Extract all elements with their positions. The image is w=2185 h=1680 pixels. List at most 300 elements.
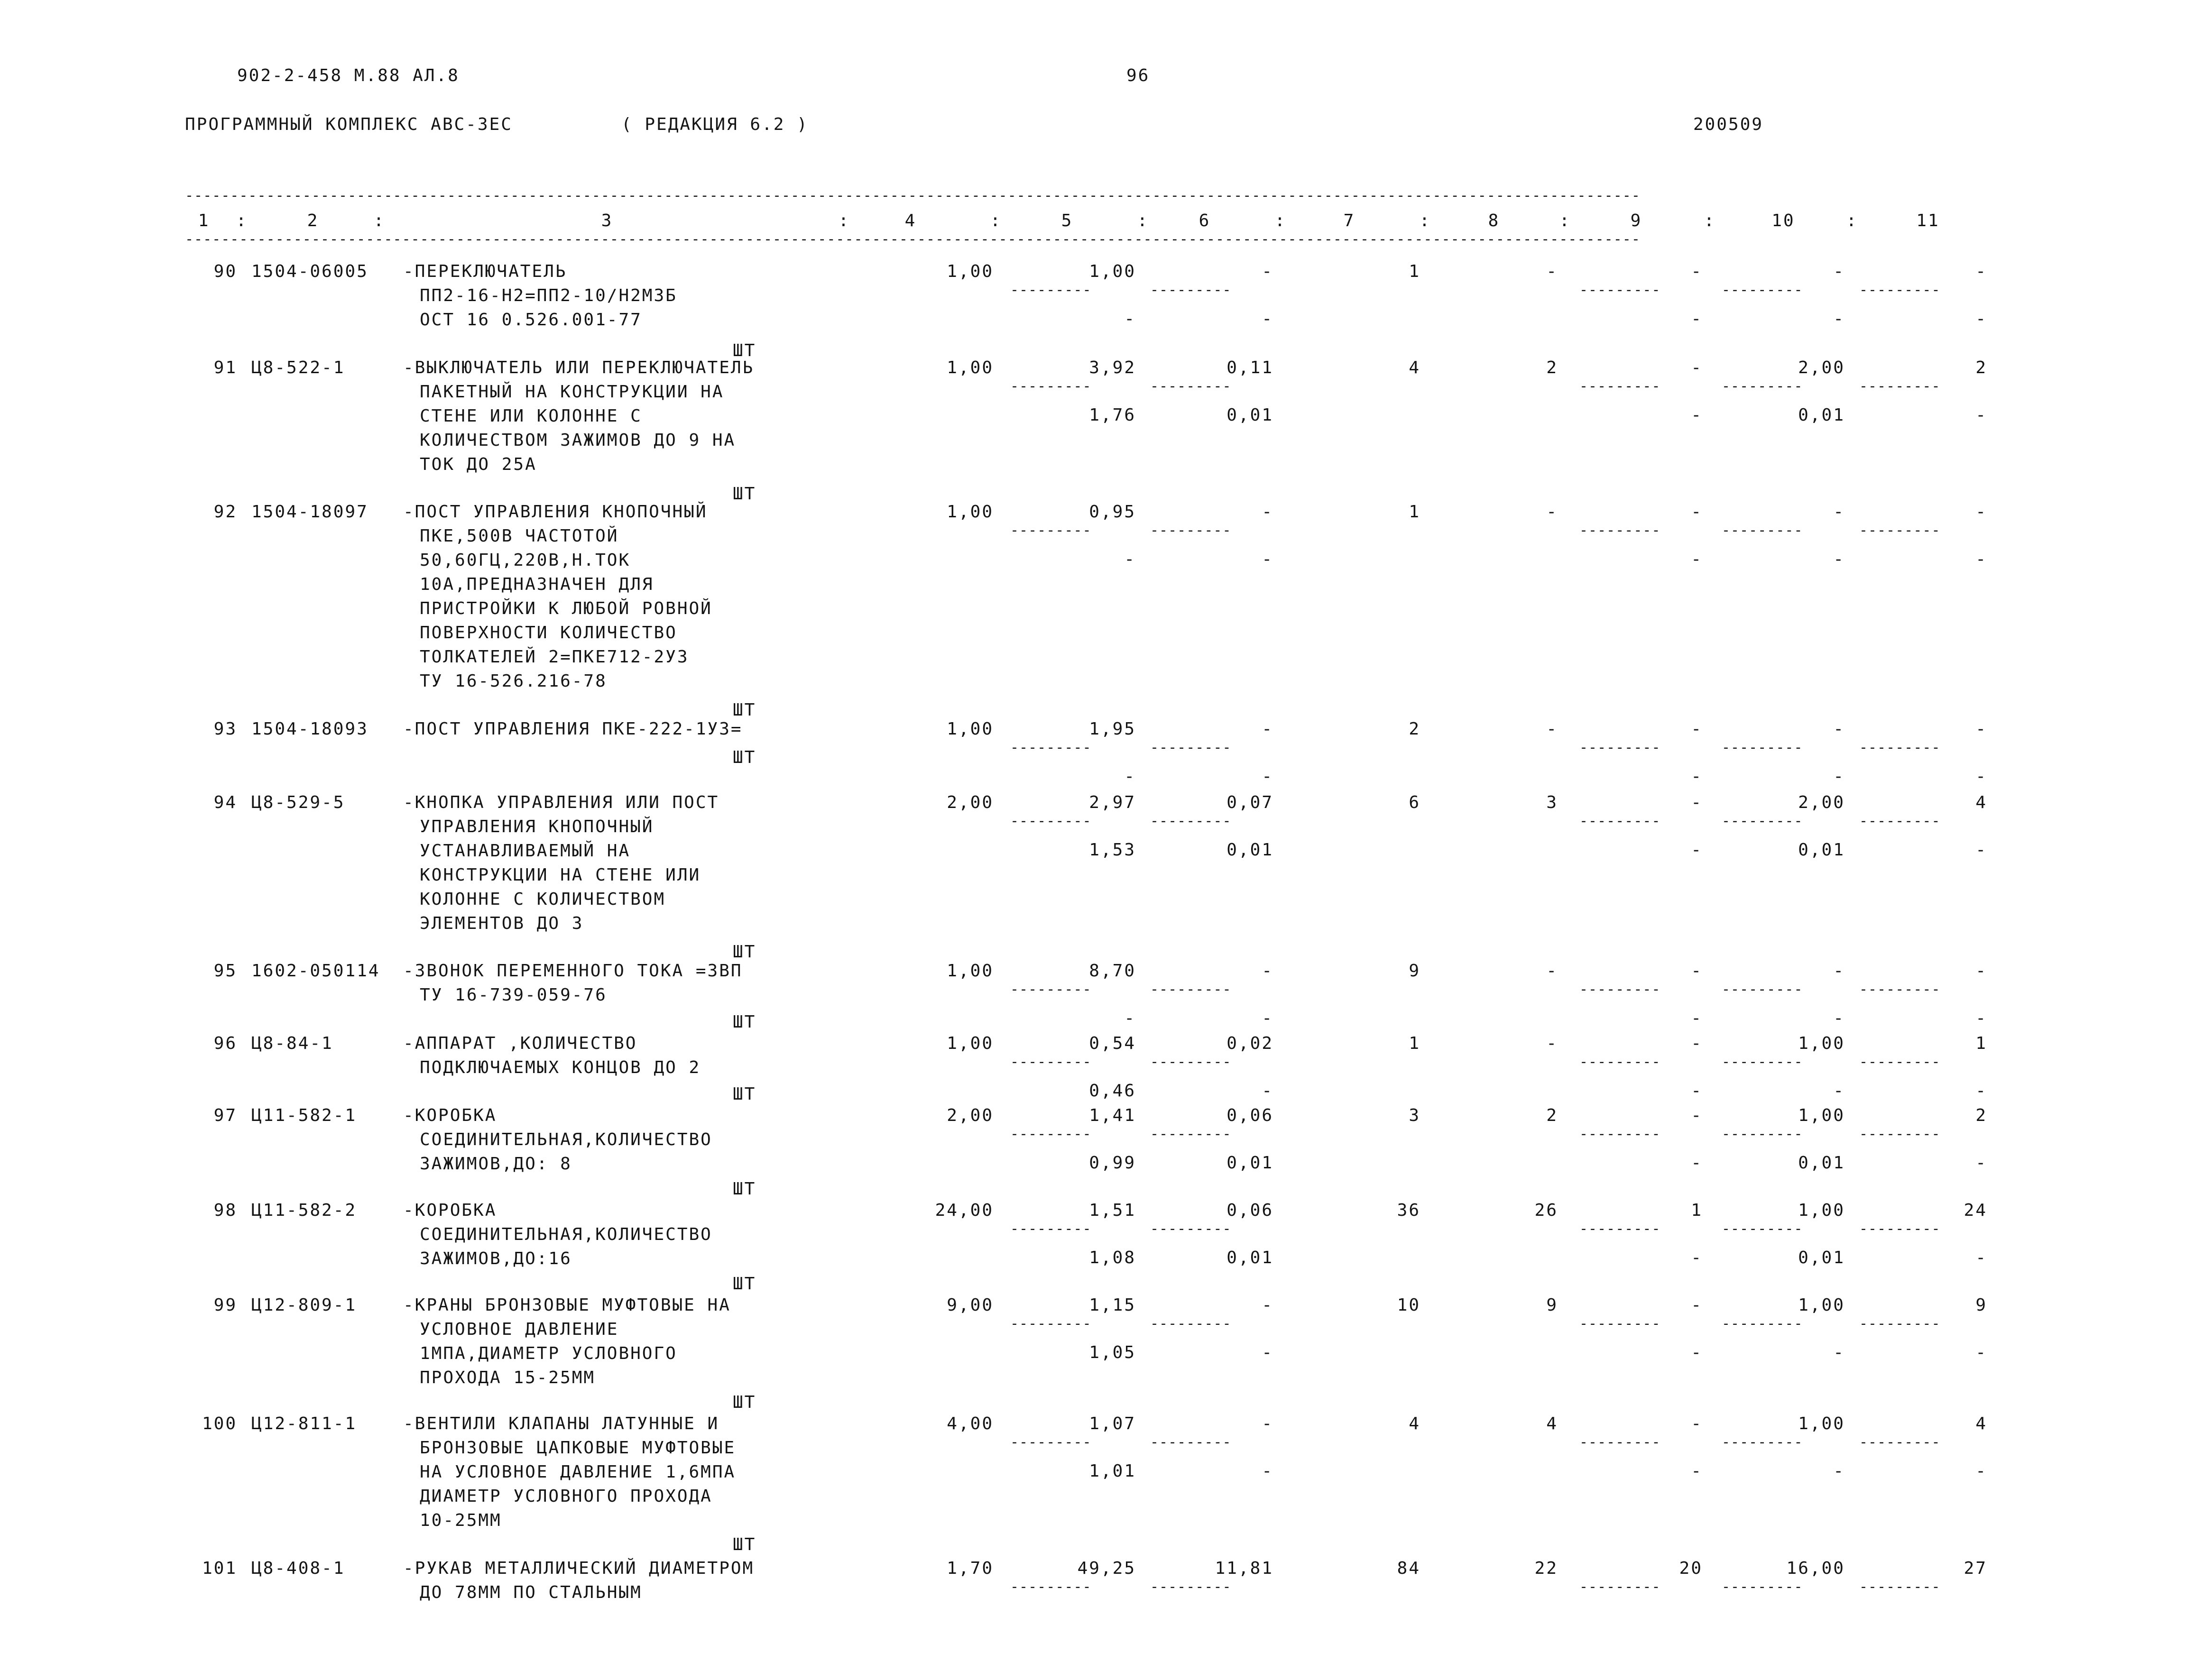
column-separator: : (1274, 211, 1287, 230)
col10-sub-value: - (1833, 1343, 1845, 1362)
col9-sub-value: - (1691, 840, 1703, 860)
col6-sub-value: 0,01 (1226, 840, 1273, 860)
item-name-line: ТУ 16-739-059-76 (420, 985, 607, 1005)
column-number: 3 (601, 211, 613, 230)
column-number: 11 (1916, 211, 1940, 230)
column-separator: : (990, 211, 1002, 230)
quantity: 24,00 (935, 1201, 994, 1220)
col10-sub-value: - (1833, 309, 1845, 329)
col9-value: - (1691, 1034, 1703, 1053)
col9-sub-value: - (1691, 767, 1703, 786)
col5-sub-value: - (1124, 550, 1136, 569)
item-name-line: СТЕНЕ ИЛИ КОЛОННЕ С (420, 406, 642, 426)
col8-value: 4 (1546, 1414, 1558, 1433)
quantity: 1,70 (947, 1559, 994, 1578)
row-number: 94 (213, 793, 237, 812)
item-name-line: -ВЫКЛЮЧАТЕЛЬ ИЛИ ПЕРЕКЛЮЧАТЕЛЬ (403, 358, 755, 377)
item-name-line: КОЛИЧЕСТВОМ ЗАЖИМОВ ДО 9 НА (420, 431, 736, 450)
col5-value: 3,92 (1089, 358, 1136, 377)
sub-rule: --------- (1859, 1221, 1941, 1237)
unit-label: ШТ (733, 1012, 756, 1032)
sub-rule: --------- (1010, 1315, 1092, 1332)
sub-rule: --------- (1150, 282, 1232, 298)
item-name-line: ПОДКЛЮЧАЕМЫХ КОНЦОВ ДО 2 (420, 1058, 701, 1077)
sub-rule: --------- (1150, 1221, 1232, 1237)
unit-label: ШТ (733, 942, 756, 962)
unit-label: ШТ (733, 700, 756, 720)
row-number: 98 (213, 1201, 237, 1220)
col11-value: 9 (1975, 1295, 1987, 1315)
column-number: 9 (1630, 211, 1642, 230)
col7-value: 3 (1409, 1106, 1420, 1125)
col5-value: 1,07 (1089, 1414, 1136, 1433)
col11-sub-value: - (1975, 1343, 1987, 1362)
col5-value: 2,97 (1089, 793, 1136, 812)
item-name-line: -ЗВОНОК ПЕРЕМЕННОГО ТОКА =3ВП (403, 961, 743, 981)
column-number: 6 (1199, 211, 1211, 230)
item-name-line: -ПОСТ УПРАВЛЕНИЯ ПКЕ-222-1У3= (403, 719, 743, 739)
col7-value: 6 (1409, 793, 1420, 812)
item-code: Ц12-809-1 (251, 1295, 357, 1315)
document-code: 902-2-458 М.88 АЛ.8 (237, 66, 460, 85)
col10-value: 2,00 (1798, 793, 1845, 812)
col10-sub-value: 0,01 (1798, 1153, 1845, 1173)
sub-rule: --------- (1150, 522, 1232, 539)
item-name-line: ТОК ДО 25А (420, 455, 537, 474)
col9-sub-value: - (1691, 1009, 1703, 1028)
col11-sub-value: - (1975, 767, 1987, 786)
col5-sub-value: 1,05 (1089, 1343, 1136, 1362)
col11-sub-value: - (1975, 1153, 1987, 1173)
sub-rule: --------- (1722, 1579, 1803, 1595)
item-name-line: ОСТ 16 0.526.001-77 (420, 310, 642, 330)
unit-label: ШТ (733, 1274, 756, 1294)
item-code: Ц8-84-1 (251, 1034, 333, 1053)
unit-label: ШТ (733, 1535, 756, 1554)
col11-value: 24 (1964, 1201, 1987, 1220)
col6-sub-value: - (1262, 1009, 1273, 1028)
row-number: 96 (213, 1034, 237, 1053)
item-name-line: ЗАЖИМОВ,ДО:16 (420, 1249, 572, 1268)
sub-rule: --------- (1722, 1054, 1803, 1070)
sub-rule: --------- (1722, 739, 1803, 756)
item-name-line: ТОЛКАТЕЛЕЙ 2=ПКЕ712-2У3 (420, 647, 689, 667)
col5-sub-value: 0,46 (1089, 1081, 1136, 1101)
item-name-line: ПКЕ,500В ЧАСТОТОЙ (420, 526, 619, 546)
sub-rule: --------- (1722, 813, 1803, 829)
col11-value: - (1975, 719, 1987, 739)
col5-sub-value: 1,01 (1089, 1461, 1136, 1481)
col6-value: 11,81 (1215, 1559, 1273, 1578)
item-code: 1602-050114 (251, 961, 380, 981)
col6-sub-value: - (1262, 1461, 1273, 1481)
sub-rule: --------- (1579, 522, 1661, 539)
sub-rule: --------- (1010, 282, 1092, 298)
col9-sub-value: - (1691, 309, 1703, 329)
unit-label: ШТ (733, 748, 756, 767)
col9-value: - (1691, 1414, 1703, 1433)
quantity: 2,00 (947, 1106, 994, 1125)
unit-label: ШТ (733, 1393, 756, 1412)
item-name-line: -ПЕРЕКЛЮЧАТЕЛЬ (403, 262, 567, 281)
quantity: 4,00 (947, 1414, 994, 1433)
col5-value: 0,54 (1089, 1034, 1136, 1053)
item-code: Ц12-811-1 (251, 1414, 357, 1433)
sub-rule: --------- (1150, 1579, 1232, 1595)
document-id: 200509 (1693, 115, 1764, 134)
column-separator: : (236, 211, 248, 230)
sub-rule: --------- (1010, 1054, 1092, 1070)
col5-sub-value: - (1124, 1009, 1136, 1028)
col11-sub-value: - (1975, 840, 1987, 860)
col10-value: - (1833, 262, 1845, 281)
item-name-line: ПРОХОДА 15-25ММ (420, 1368, 596, 1387)
item-name-line: КОНСТРУКЦИИ НА СТЕНЕ ИЛИ (420, 865, 701, 885)
col9-sub-value: - (1691, 1343, 1703, 1362)
col5-value: 1,95 (1089, 719, 1136, 739)
quantity: 1,00 (947, 719, 994, 739)
item-name-line: -КОРОБКА (403, 1106, 497, 1125)
item-name-line: УСЛОВНОЕ ДАВЛЕНИЕ (420, 1320, 619, 1339)
col11-sub-value: - (1975, 1081, 1987, 1101)
column-number: 10 (1771, 211, 1795, 230)
col8-value: - (1546, 262, 1558, 281)
col10-value: - (1833, 502, 1845, 522)
col10-value: 1,00 (1798, 1034, 1845, 1053)
col10-value: - (1833, 719, 1845, 739)
col8-value: 2 (1546, 358, 1558, 377)
column-separator: : (373, 211, 386, 230)
sub-rule: --------- (1579, 739, 1661, 756)
column-number: 2 (307, 211, 319, 230)
col5-value: 1,00 (1089, 262, 1136, 281)
col10-sub-value: 0,01 (1798, 1248, 1845, 1267)
row-number: 93 (213, 719, 237, 739)
col11-value: 4 (1975, 793, 1987, 812)
column-separator: : (1419, 211, 1431, 230)
col7-value: 1 (1409, 262, 1420, 281)
item-name-line: ЗАЖИМОВ,ДО: 8 (420, 1154, 572, 1174)
sub-rule: --------- (1722, 1221, 1803, 1237)
col7-value: 4 (1409, 358, 1420, 377)
col8-value: 2 (1546, 1106, 1558, 1125)
col7-value: 84 (1397, 1559, 1420, 1578)
col5-value: 1,15 (1089, 1295, 1136, 1315)
col10-value: 1,00 (1798, 1106, 1845, 1125)
item-code: 1504-18093 (251, 719, 369, 739)
sub-rule: --------- (1150, 1126, 1232, 1142)
col6-value: 0,07 (1226, 793, 1273, 812)
sub-rule: --------- (1010, 981, 1092, 998)
sub-rule: --------- (1579, 981, 1661, 998)
col9-value: - (1691, 1295, 1703, 1315)
item-name-line: -КОРОБКА (403, 1201, 497, 1220)
sub-rule: --------- (1579, 1315, 1661, 1332)
column-number: 7 (1343, 211, 1355, 230)
col6-sub-value: - (1262, 309, 1273, 329)
sub-rule: --------- (1722, 378, 1803, 395)
col10-sub-value: - (1833, 550, 1845, 569)
quantity: 1,00 (947, 502, 994, 522)
col11-value: 2 (1975, 358, 1987, 377)
item-name-line: УПРАВЛЕНИЯ КНОПОЧНЫЙ (420, 817, 654, 836)
col7-value: 4 (1409, 1414, 1420, 1433)
unit-label: ШТ (733, 1084, 756, 1104)
col8-value: - (1546, 719, 1558, 739)
item-name-line: УСТАНАВЛИВАЕМЫЙ НА (420, 841, 631, 861)
col10-value: 2,00 (1798, 358, 1845, 377)
col6-value: - (1262, 502, 1273, 522)
item-code: Ц8-529-5 (251, 793, 345, 812)
col6-sub-value: - (1262, 767, 1273, 786)
sub-rule: --------- (1859, 1315, 1941, 1332)
col5-sub-value: - (1124, 309, 1136, 329)
col5-sub-value: 1,76 (1089, 405, 1136, 425)
col6-value: 0,06 (1226, 1201, 1273, 1220)
col9-sub-value: - (1691, 405, 1703, 425)
sub-rule: --------- (1859, 813, 1941, 829)
program-edition: ( РЕДАКЦИЯ 6.2 ) (621, 115, 809, 134)
col5-sub-value: 1,08 (1089, 1248, 1136, 1267)
col9-sub-value: - (1691, 1081, 1703, 1101)
item-name-line: -КНОПКА УПРАВЛЕНИЯ ИЛИ ПОСТ (403, 793, 719, 812)
quantity: 1,00 (947, 262, 994, 281)
col9-value: 1 (1691, 1201, 1703, 1220)
sub-rule: --------- (1859, 1579, 1941, 1595)
item-name-line: 10-25ММ (420, 1511, 502, 1530)
col11-sub-value: - (1975, 550, 1987, 569)
col9-value: - (1691, 502, 1703, 522)
col8-value: - (1546, 1034, 1558, 1053)
col11-sub-value: - (1975, 1009, 1987, 1028)
col6-sub-value: - (1262, 550, 1273, 569)
sub-rule: --------- (1150, 1434, 1232, 1450)
col11-sub-value: - (1975, 405, 1987, 425)
item-code: Ц8-522-1 (251, 358, 345, 377)
sub-rule: --------- (1722, 1126, 1803, 1142)
column-separator: : (1137, 211, 1149, 230)
col5-sub-value: 1,53 (1089, 840, 1136, 860)
col9-value: - (1691, 961, 1703, 981)
col5-value: 1,41 (1089, 1106, 1136, 1125)
col7-value: 2 (1409, 719, 1420, 739)
quantity: 1,00 (947, 358, 994, 377)
col5-sub-value: 0,99 (1089, 1153, 1136, 1173)
sub-rule: --------- (1722, 282, 1803, 298)
item-code: Ц11-582-1 (251, 1106, 357, 1125)
unit-label: ШТ (733, 341, 756, 360)
col9-value: - (1691, 358, 1703, 377)
sub-rule: --------- (1010, 813, 1092, 829)
col10-value: 16,00 (1786, 1559, 1845, 1578)
column-number: 8 (1488, 211, 1500, 230)
col6-value: 0,06 (1226, 1106, 1273, 1125)
col6-value: - (1262, 719, 1273, 739)
col10-sub-value: - (1833, 767, 1845, 786)
sub-rule: --------- (1010, 739, 1092, 756)
sub-rule: --------- (1722, 1434, 1803, 1450)
col9-value: 20 (1679, 1559, 1703, 1578)
item-name-line: ПРИСТРОЙКИ К ЛЮБОЙ РОВНОЙ (420, 599, 712, 618)
sub-rule: --------- (1722, 1315, 1803, 1332)
col10-value: 1,00 (1798, 1201, 1845, 1220)
col10-sub-value: - (1833, 1461, 1845, 1481)
col8-value: 3 (1546, 793, 1558, 812)
item-name-line: БРОНЗОВЫЕ ЦАПКОВЫЕ МУФТОВЫЕ (420, 1438, 736, 1458)
col6-sub-value: 0,01 (1226, 1248, 1273, 1267)
sub-rule: --------- (1010, 378, 1092, 395)
col11-sub-value: - (1975, 309, 1987, 329)
sub-rule: --------- (1579, 1221, 1661, 1237)
col8-value: 26 (1534, 1201, 1558, 1220)
sub-rule: --------- (1859, 981, 1941, 998)
col8-value: 22 (1534, 1559, 1558, 1578)
col8-value: - (1546, 961, 1558, 981)
col10-sub-value: - (1833, 1081, 1845, 1101)
item-name-line: НА УСЛОВНОЕ ДАВЛЕНИЕ 1,6МПА (420, 1462, 736, 1482)
header-rule-top: ----------------------------------------------------------------------------------------------------------------------------------------------------------------- (185, 189, 1641, 203)
sub-rule: --------- (1579, 1579, 1661, 1595)
item-name-line: -АППАРАТ ,КОЛИЧЕСТВО (403, 1034, 637, 1053)
sub-rule: --------- (1150, 1054, 1232, 1070)
row-number: 92 (213, 502, 237, 522)
col5-value: 49,25 (1077, 1559, 1136, 1578)
col10-value: 1,00 (1798, 1414, 1845, 1433)
col11-value: - (1975, 262, 1987, 281)
col7-value: 10 (1397, 1295, 1420, 1315)
col9-value: - (1691, 1106, 1703, 1125)
item-code: Ц8-408-1 (251, 1559, 345, 1578)
col10-sub-value: 0,01 (1798, 840, 1845, 860)
quantity: 2,00 (947, 793, 994, 812)
sub-rule: --------- (1579, 378, 1661, 395)
item-name-line: ПП2-16-Н2=ПП2-10/Н2М3Б (420, 286, 677, 305)
row-number: 90 (213, 262, 237, 281)
sub-rule: --------- (1579, 1054, 1661, 1070)
column-number: 5 (1061, 211, 1073, 230)
col6-sub-value: - (1262, 1343, 1273, 1362)
row-number: 91 (213, 358, 237, 377)
column-separator: : (1704, 211, 1716, 230)
item-name-line: СОЕДИНИТЕЛЬНАЯ,КОЛИЧЕСТВО (420, 1225, 712, 1244)
header-rule-bottom: ----------------------------------------------------------------------------------------------------------------------------------------------------------------- (185, 232, 1641, 247)
column-number: 1 (198, 211, 210, 230)
col8-value: - (1546, 502, 1558, 522)
sub-rule: --------- (1010, 1126, 1092, 1142)
col11-value: 1 (1975, 1034, 1987, 1053)
sub-rule: --------- (1579, 282, 1661, 298)
col10-sub-value: - (1833, 1009, 1845, 1028)
col7-value: 1 (1409, 1034, 1420, 1053)
item-name-line: 10А,ПРЕДНАЗНАЧЕН ДЛЯ (420, 575, 654, 594)
row-number: 101 (202, 1559, 237, 1578)
sub-rule: --------- (1150, 1315, 1232, 1332)
sub-rule: --------- (1579, 813, 1661, 829)
sub-rule: --------- (1859, 1434, 1941, 1450)
column-separator: : (1559, 211, 1571, 230)
column-separator: : (838, 211, 850, 230)
col10-sub-value: 0,01 (1798, 405, 1845, 425)
item-name-line: 50,60ГЦ,220В,Н.ТОК (420, 551, 631, 570)
col9-sub-value: - (1691, 1461, 1703, 1481)
col5-sub-value: - (1124, 767, 1136, 786)
sub-rule: --------- (1150, 378, 1232, 395)
sub-rule: --------- (1010, 1434, 1092, 1450)
col10-value: - (1833, 961, 1845, 981)
quantity: 1,00 (947, 961, 994, 981)
item-name-line: -РУКАВ МЕТАЛЛИЧЕСКИЙ ДИАМЕТРОМ (403, 1559, 755, 1578)
sub-rule: --------- (1722, 981, 1803, 998)
quantity: 9,00 (947, 1295, 994, 1315)
col6-value: 0,11 (1226, 358, 1273, 377)
col7-value: 1 (1409, 502, 1420, 522)
col6-value: - (1262, 1295, 1273, 1315)
item-code: 1504-06005 (251, 262, 369, 281)
col11-value: - (1975, 502, 1987, 522)
col11-value: 27 (1964, 1559, 1987, 1578)
col5-value: 0,95 (1089, 502, 1136, 522)
col11-sub-value: - (1975, 1461, 1987, 1481)
sub-rule: --------- (1859, 282, 1941, 298)
sub-rule: --------- (1150, 813, 1232, 829)
col9-value: - (1691, 793, 1703, 812)
col6-sub-value: 0,01 (1226, 1153, 1273, 1173)
col6-sub-value: - (1262, 1081, 1273, 1101)
sub-rule: --------- (1150, 739, 1232, 756)
unit-label: ШТ (733, 484, 756, 504)
col11-value: 2 (1975, 1106, 1987, 1125)
item-name-line: ТУ 16-526.216-78 (420, 671, 607, 691)
col6-value: 0,02 (1226, 1034, 1273, 1053)
row-number: 99 (213, 1295, 237, 1315)
col5-value: 8,70 (1089, 961, 1136, 981)
col7-value: 36 (1397, 1201, 1420, 1220)
item-name-line: ПАКЕТНЫЙ НА КОНСТРУКЦИИ НА (420, 382, 724, 402)
row-number: 97 (213, 1106, 237, 1125)
column-separator: : (1846, 211, 1858, 230)
sub-rule: --------- (1859, 378, 1941, 395)
sub-rule: --------- (1859, 739, 1941, 756)
item-name-line: -КРАНЫ БРОНЗОВЫЕ МУФТОВЫЕ НА (403, 1295, 731, 1315)
program-name: ПРОГРАММНЫЙ КОМПЛЕКС АВС-ЗЕС (185, 115, 513, 134)
item-name-line: СОЕДИНИТЕЛЬНАЯ,КОЛИЧЕСТВО (420, 1130, 712, 1149)
item-name-line: -ПОСТ УПРАВЛЕНИЯ КНОПОЧНЫЙ (403, 502, 708, 522)
unit-label: ШТ (733, 1179, 756, 1199)
row-number: 100 (202, 1414, 237, 1433)
col6-value: - (1262, 961, 1273, 981)
sub-rule: --------- (1150, 981, 1232, 998)
sub-rule: --------- (1859, 1126, 1941, 1142)
col9-sub-value: - (1691, 1248, 1703, 1267)
col11-value: 4 (1975, 1414, 1987, 1433)
col11-sub-value: - (1975, 1248, 1987, 1267)
item-name-line: ДИАМЕТР УСЛОВНОГО ПРОХОДА (420, 1487, 712, 1506)
item-name-line: ДО 78ММ ПО СТАЛЬНЫМ (420, 1583, 642, 1602)
column-number: 4 (904, 211, 917, 230)
sub-rule: --------- (1579, 1434, 1661, 1450)
item-code: 1504-18097 (251, 502, 369, 522)
page-number: 96 (1126, 66, 1150, 85)
row-number: 95 (213, 961, 237, 981)
item-name-line: -ВЕНТИЛИ КЛАПАНЫ ЛАТУННЫЕ И (403, 1414, 719, 1433)
col9-sub-value: - (1691, 550, 1703, 569)
sub-rule: --------- (1859, 1054, 1941, 1070)
quantity: 1,00 (947, 1034, 994, 1053)
col6-sub-value: 0,01 (1226, 405, 1273, 425)
col8-value: 9 (1546, 1295, 1558, 1315)
sub-rule: --------- (1722, 522, 1803, 539)
col11-value: - (1975, 961, 1987, 981)
